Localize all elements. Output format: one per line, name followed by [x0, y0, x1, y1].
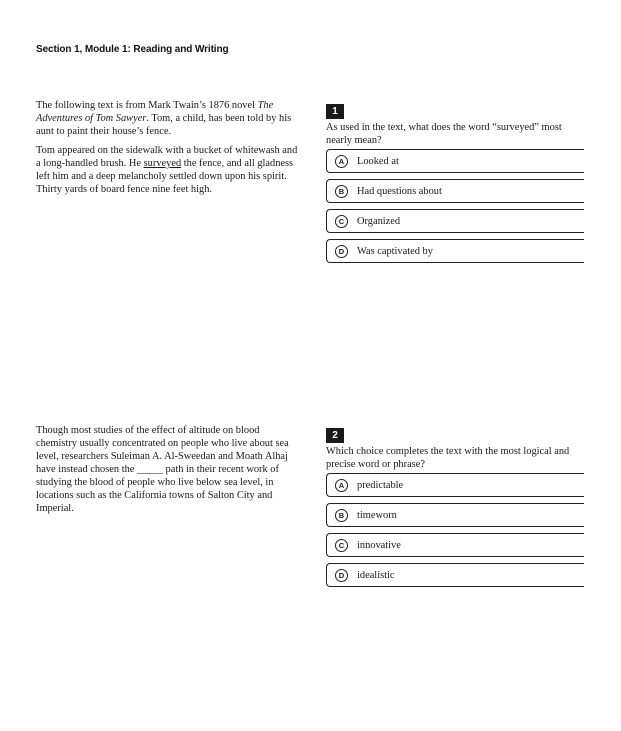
choice-letter-b: B	[335, 185, 348, 198]
novel-title: The Adventures of Tom Sawyer	[36, 100, 274, 124]
choice-c-button[interactable]	[326, 209, 584, 233]
choice-text: timeworn	[357, 509, 397, 521]
choice-text: Organized	[357, 215, 401, 227]
passage-1-intro-text-end: . Tom, a child, has been told by his aunt to paint their house’s fence.	[36, 113, 292, 137]
choice-letter-d: D	[335, 569, 348, 582]
question-2	[326, 425, 584, 593]
choice-letter-c: C	[335, 539, 348, 552]
choice-letter-d: D	[335, 245, 348, 258]
choice-letter-a: A	[335, 155, 348, 168]
question-number-badge: 2	[326, 428, 344, 443]
choice-letter-c: C	[335, 215, 348, 228]
passage-1-intro-text: The following text is from Mark Twain’s 1876 novel	[36, 100, 258, 111]
choice-d-button[interactable]	[326, 563, 584, 587]
passage-1	[36, 99, 298, 202]
passage-1-intro	[36, 99, 298, 138]
choice-a-button[interactable]	[326, 473, 584, 497]
answer-choices-2	[326, 473, 584, 587]
passage-1-body	[36, 144, 298, 196]
passage-1-body-text-end: the fence, and all gladness left him and a deep melancholy settled down upon his spirit. Thirty yards of board fence nine feet high.	[36, 158, 294, 195]
choice-letter-b: B	[335, 509, 348, 522]
choice-b-button[interactable]	[326, 503, 584, 527]
passage-1-body-text: Tom appeared on the sidewalk with a bucket of whitewash and a long-handled brush. He	[36, 145, 298, 169]
passage-2	[36, 424, 294, 521]
choice-d-button[interactable]	[326, 239, 584, 263]
choice-text: innovative	[357, 539, 401, 551]
section-title: Section 1, Module 1: Reading and Writing	[36, 44, 229, 55]
choice-a-button[interactable]	[326, 149, 584, 173]
choice-b-button[interactable]	[326, 179, 584, 203]
choice-text: Had questions about	[357, 185, 442, 197]
choice-text: idealistic	[357, 569, 395, 581]
choice-c-button[interactable]	[326, 533, 584, 557]
question-2-prompt: Which choice completes the text with the most logical and precise word or phrase?	[326, 446, 570, 470]
question-1	[326, 101, 584, 269]
question-1-prompt: As used in the text, what does the word “surveyed” most nearly mean?	[326, 122, 562, 146]
choice-letter-a: A	[335, 479, 348, 492]
choice-text: Looked at	[357, 155, 399, 167]
passage-2-text: Though most studies of the effect of altitude on blood chemistry usually concentrated on people who live about sea level, researchers Suleiman A. Al-Sweedan and Moath Alhaj have instead chosen the _____ path in their recent work of studying the blood of people who live below sea level, in locations such as the California towns of Salton City and Imperial.	[36, 425, 289, 514]
question-number-badge: 1	[326, 104, 344, 119]
answer-choices-1	[326, 149, 584, 263]
choice-text: predictable	[357, 479, 404, 491]
choice-text: Was captivated by	[357, 245, 433, 257]
underlined-word: surveyed	[143, 158, 182, 169]
